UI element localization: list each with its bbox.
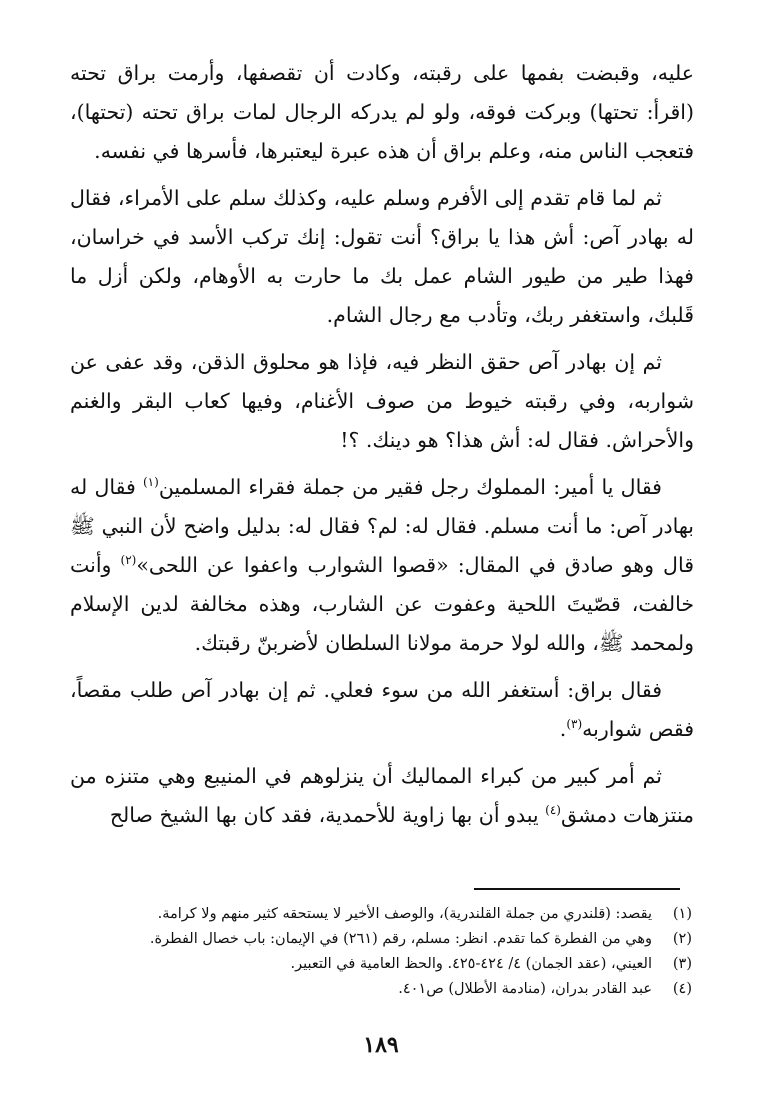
footnote-2 [90, 927, 692, 952]
paragraph-6-text-b: يبدو أن بها زاوية للأحمدية، فقد كان بها الشيخ صالح [109, 803, 546, 827]
footnote-4-number: (٤) [672, 981, 692, 997]
page-number: ١٨٩ [363, 1032, 399, 1058]
paragraph-4-text-a: فقال يا أمير: المملوك رجل فقير من جملة فقراء المسلمين [158, 475, 662, 499]
paragraph-1 [70, 54, 694, 171]
footnote-3-number: (٣) [672, 956, 692, 972]
footnote-ref-3[interactable]: (٣) [566, 717, 583, 732]
footnote-4 [90, 977, 692, 1002]
paragraph-6 [70, 757, 694, 835]
footnote-2-number: (٢) [672, 931, 692, 947]
footnote-2-text: وهي من الفطرة كما تقدم. انظر: مسلم، رقم (٢٦١) في الإيمان: باب خصال الفطرة. [149, 931, 652, 947]
paragraph-3 [70, 343, 694, 460]
paragraph-4-text-b: فقال له بهادر آص: ما أنت مسلم. فقال له: لم؟ فقال له: بدليل واضح لأن النبي ﷺ قال وهو صادق في المقال: «قصوا الشوارب واعفوا عن اللحى» [70, 475, 694, 577]
paragraph-6-text-a: ثم أمر كبير من كبراء المماليك أن ينزلوهم في المنيبع وهي متنزه من منتزهات دمشق [70, 764, 694, 827]
paragraph-4-text-c: وأنت خالفت، قصّيتَ اللحية وعفوت عن الشارب، وهذه مخالفة لدين الإسلام ولمحمد ﷺ، والله لولا حرمة مولانا السلطان لأضربنّ رقبتك. [70, 553, 694, 655]
footnote-3 [90, 952, 692, 977]
main-text [70, 54, 694, 835]
paragraph-5-text-b: . [559, 717, 567, 741]
footnote-1-number: (١) [672, 906, 692, 922]
paragraph-2 [70, 179, 694, 335]
paragraph-5-text-a: فقال براق: أستغفر الله من سوء فعلي. ثم إن بهادر آص طلب مقصاً، فقص شواربه [70, 678, 694, 741]
footnote-ref-4[interactable]: (٤) [545, 803, 561, 818]
footnote-4-text: عبد القادر بدران، (منادمة الأطلال) ص٤٠١. [398, 981, 652, 997]
footnote-1-text: يقصد: (قلندري من جملة القلندرية)، والوصف الأخير لا يستحقه كثير منهم ولا كرامة. [157, 906, 652, 922]
paragraph-4 [70, 468, 694, 663]
footnotes [90, 902, 692, 1002]
paragraph-3-text: ثم إن بهادر آص حقق النظر فيه، فإذا هو محلوق الذقن، وقد عفى عن شواربه، وفي رقبته خيوط من صوف الأغنام، وفيها كعاب البقر والغنم والأحراش. فقال له: أش هذا؟ هو دينك. ؟! [70, 350, 694, 452]
paragraph-5 [70, 671, 694, 749]
footnote-ref-2[interactable]: (٢) [120, 553, 137, 568]
footnote-ref-1[interactable]: (١) [142, 475, 159, 490]
paragraph-2-text: ثم لما قام تقدم إلى الأفرم وسلم عليه، وكذلك سلم على الأمراء، فقال له بهادر آص: أش هذا يا براق؟ أنت تقول: إنك تركب الأسد في خراسان، فهذا طير من طيور الشام عمل بك ما حارت به الأوهام، ولكن أزل ما قَلبك، واستغفر ربك، وتأدب مع رجال الشام. [70, 186, 694, 327]
footnote-3-text: العيني، (عقد الجمان) ٤/ ٤٢٤-٤٢٥. والحظ العامية في التعبير. [290, 956, 652, 972]
footnote-divider [474, 888, 680, 890]
footnote-1 [90, 902, 692, 927]
paragraph-1-text: عليه، وقبضت بفمها على رقبته، وكادت أن تقصفها، وأرمت براق تحته (اقرأ: تحتها) وبركت فوقه، ولو لم يدركه الرجال لمات براق تحته (تحتها)، فتعجب الناس منه، وعلم براق أن هذه عبرة ليعتبرها، فأسرها في نفسه. [70, 61, 694, 163]
